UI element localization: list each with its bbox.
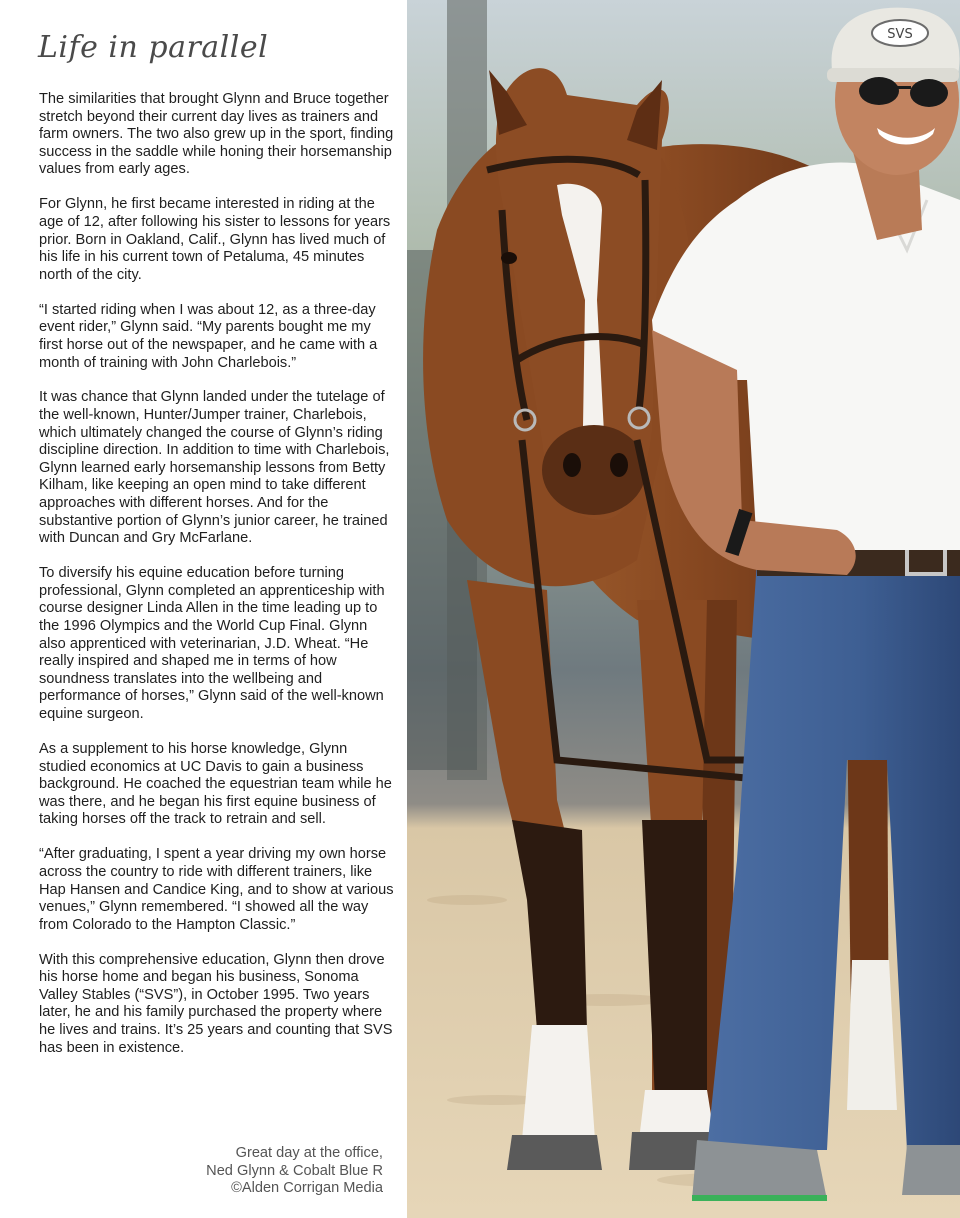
paragraph: For Glynn, he first became interested in riding at the age of 12, after following his sister to lessons for years prior. Born in Oakland, Calif., Glynn has lived much of his life in his current town of Petaluma, 45 minutes north of the city. xyxy=(39,196,391,283)
article-body xyxy=(39,91,397,1075)
cap-logo: SVS xyxy=(887,27,913,42)
caption-credit: ©Alden Corrigan Media xyxy=(231,1180,383,1197)
paragraph: To diversify his equine education before turning professional, Glynn completed an apprenticeship with course designer Linda Allen in the time leading up to the 1996 Olympics and the World Cup Final. Glynn also apprenticed with veterinarian, J.D. Wheat. “He really inspired and shaped me in terms of how soundness translates into the wellbeing and performance of horses,” Glynn said of the well-known equine surgeon. xyxy=(39,565,385,722)
paragraph: “After graduating, I spent a year driving my own horse across the country to ride with different trainers, like Hap Hansen and Candice King, and to show at various venues,” Glynn remembered. “I showed all the way from Colorado to the Hampton Classic.” xyxy=(39,846,394,933)
section-title: Life in parallel xyxy=(38,30,269,65)
paragraph: The similarities that brought Glynn and Bruce together stretch beyond their current day lives as trainers and farm owners. The two also grew up in the sport, finding success in the saddle while honing their horsemanship values from early ages. xyxy=(39,91,394,178)
caption-line: Great day at the office, xyxy=(235,1145,383,1161)
article-column xyxy=(0,0,407,1218)
horse-and-trainer-photo xyxy=(407,0,960,1218)
paragraph: As a supplement to his horse knowledge, Glynn studied economics at UC Davis to gain a business background. He coached the equestrian team while he was there, and he began his first equine business of taking horses off the track to retrain and sell. xyxy=(39,740,392,828)
caption-line: Ned Glynn & Cobalt Blue R xyxy=(206,1162,383,1179)
paragraph: With this comprehensive education, Glynn then drove his horse home and began his business, Sonoma Valley Stables (“SVS”), in October 1995. Two years later, he and his family purchased the property where he lives and trains. It’s 25 years and counting that SVS has been in existence. xyxy=(39,951,393,1056)
paragraph: It was chance that Glynn landed under the tutelage of the well-known, Hunter/Jumper trainer, Charlebois, which ultimately changed the course of Glynn’s riding discipline direction. In addition to time with Charlebois, Glynn learned early horsemanship lessons from Betty Kilham, like keeping an open mind to take different approaches with different horses. And for the substantive portion of Glynn’s junior career, he trained with Duncan and Gry McFarlane. xyxy=(39,389,390,547)
photo-caption xyxy=(83,1145,383,1198)
paragraph: “I started riding when I was about 12, as a three-day event rider,” Glynn said. “My parents bought me my first horse out of the newspaper, and he came with a month of training with John Charlebois.” xyxy=(39,301,378,371)
